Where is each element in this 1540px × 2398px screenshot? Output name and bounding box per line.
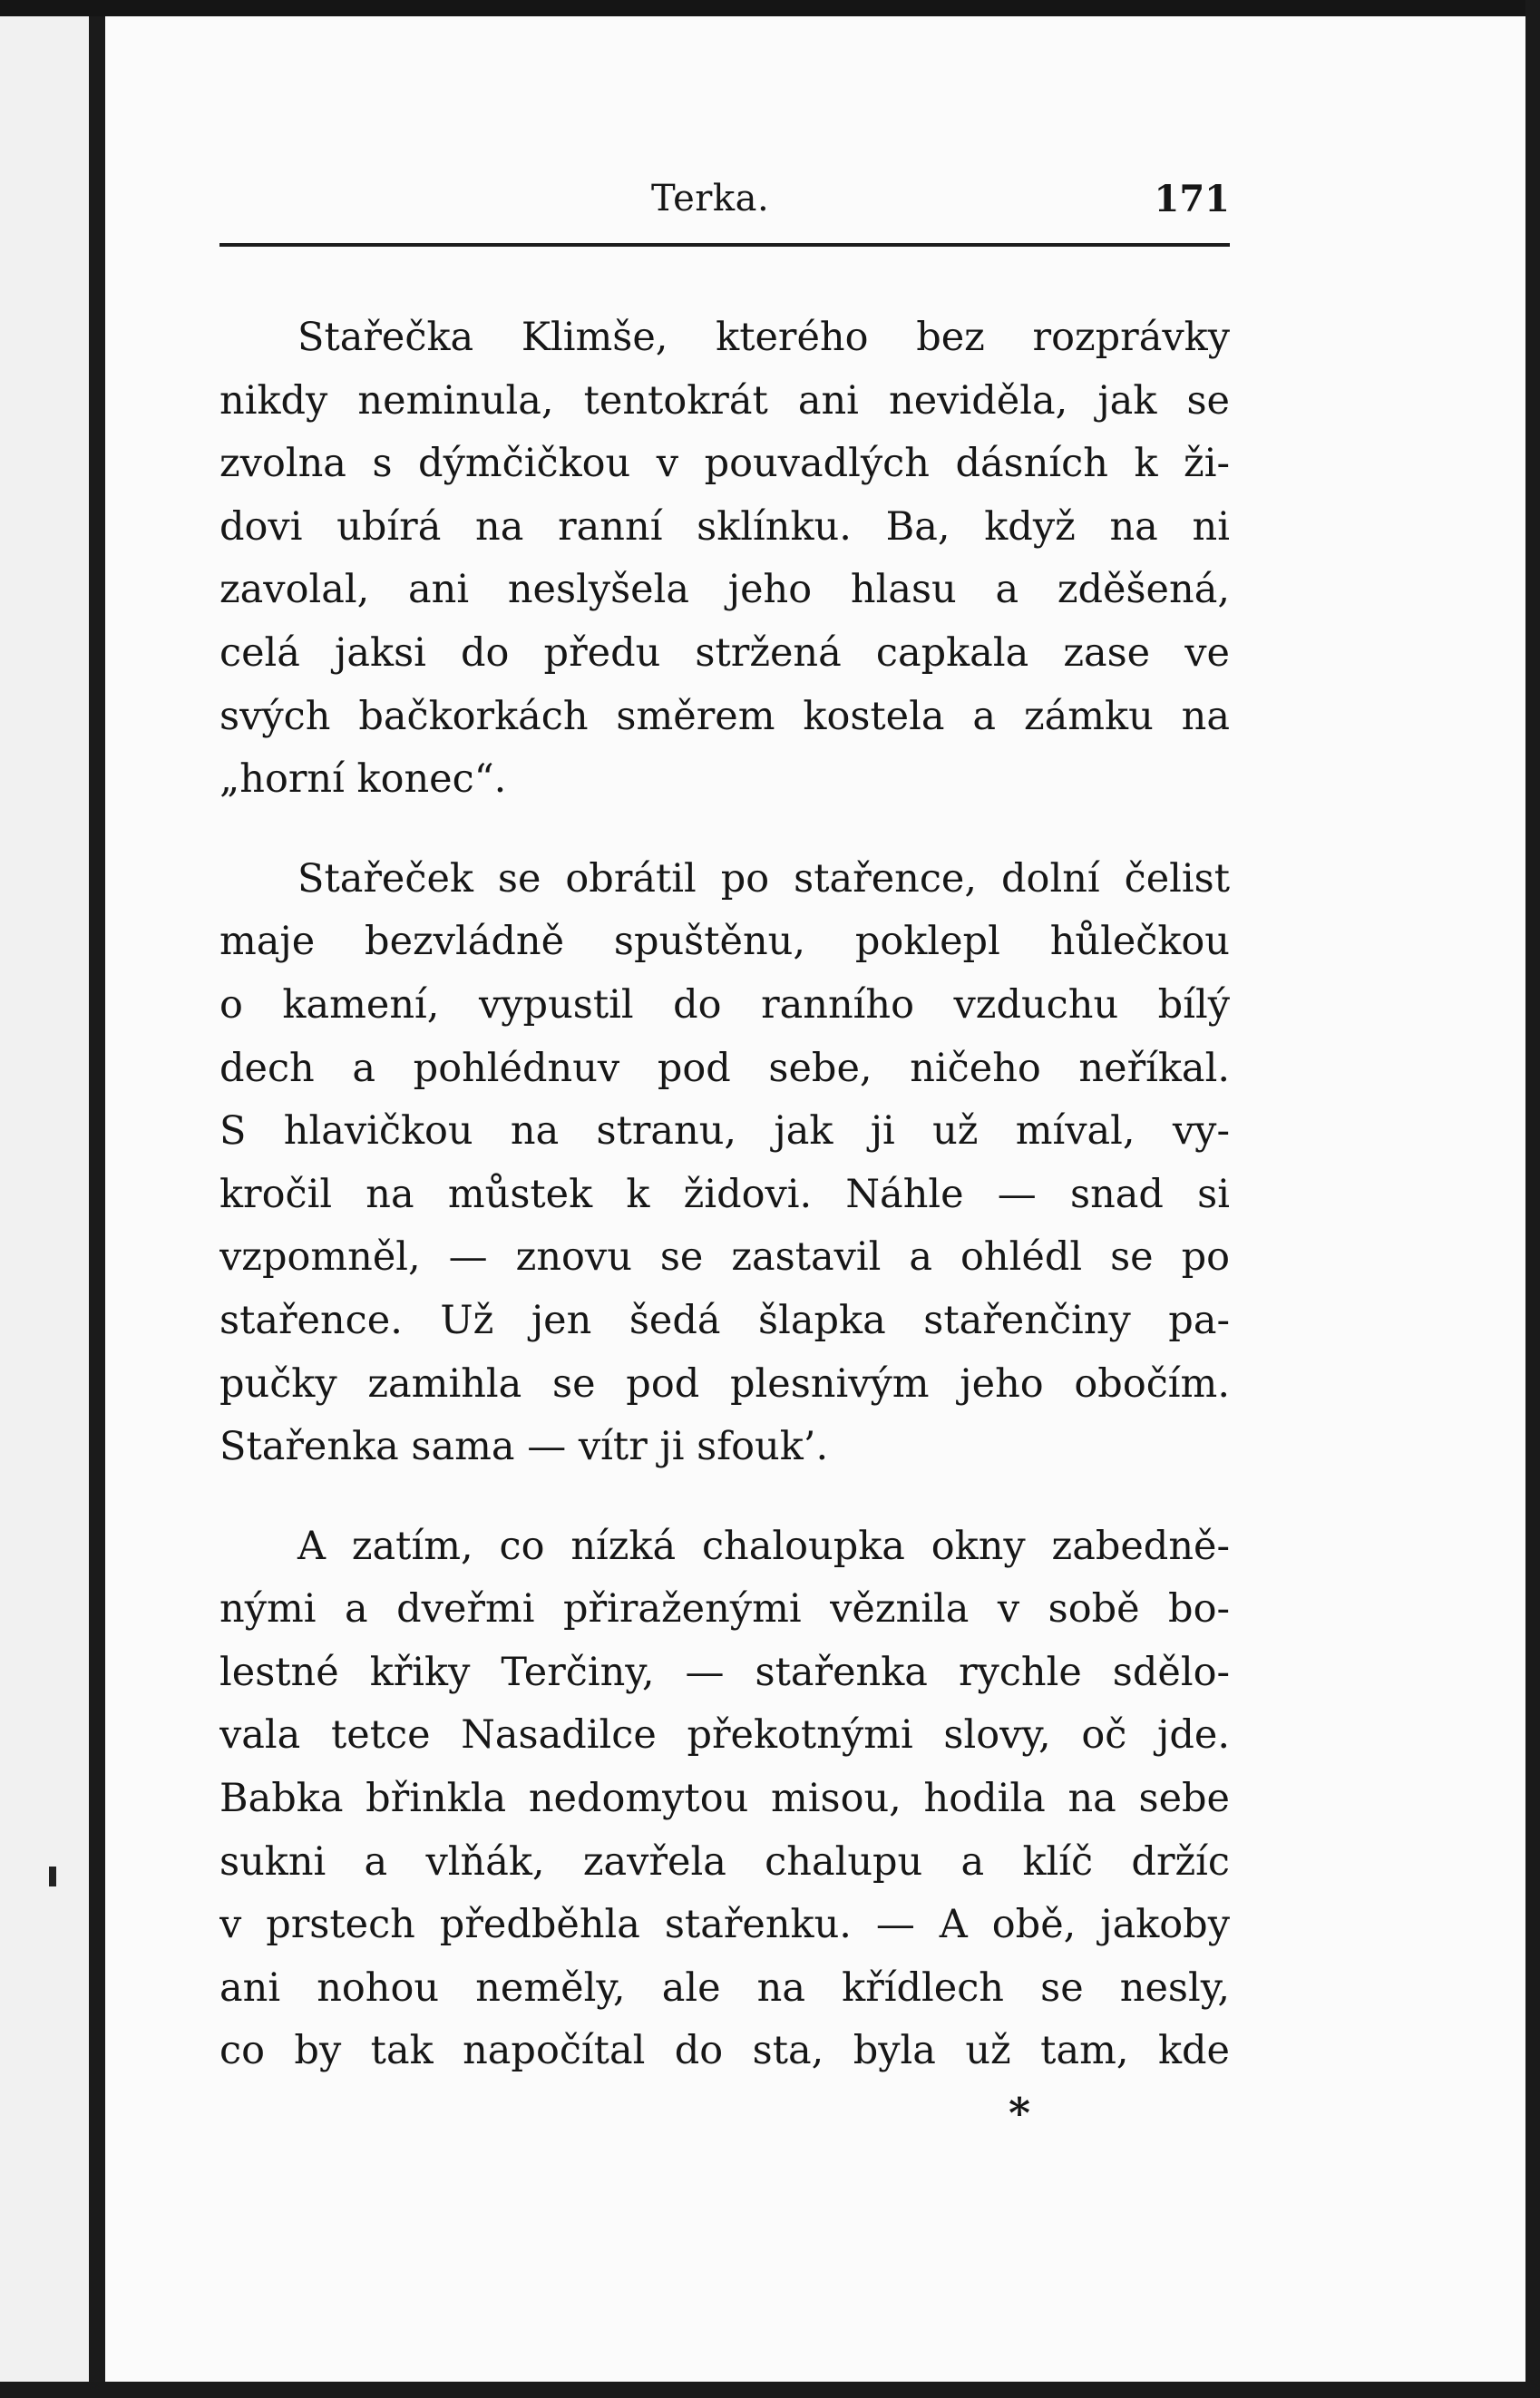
running-head-title: Terka. — [651, 178, 770, 219]
text-line: Stařenka sama — vítr ji sfouk’. — [219, 1424, 829, 1470]
text-line: sukni a vlňák, zavřela chalupu a klíč držíc — [219, 1838, 1230, 1885]
text-line: dech a pohlédnuv pod sebe, ničeho neříkal. — [219, 1045, 1230, 1091]
text-line: celá jaksi do předu stržená capkala zase ve — [219, 629, 1230, 676]
text-line: S hlavičkou na stranu, jak ji už míval, vy- — [219, 1108, 1230, 1155]
text-line: vzpomněl, — znovu se zastavil a ohlédl se po — [219, 1234, 1230, 1281]
text-line: kročil na můstek k židovi. Náhle — snad si — [219, 1171, 1230, 1217]
text-line: lestné křiky Terčiny, — stařenka rychle sdělo- — [219, 1649, 1230, 1695]
scan-edge-bottom — [0, 2382, 1540, 2398]
text-line: maje bezvládně spuštěnu, poklepl hůlečkou — [219, 919, 1230, 965]
text-line: ani nohou neměly, ale na křídlech se nesly, — [219, 1964, 1230, 2011]
text-line: A zatím, co nízká chaloupka okny zabedně- — [297, 1523, 1230, 1569]
text-line: nikdy neminula, tentokrát ani neviděla, jak se — [219, 377, 1230, 424]
text-line: pučky zamihla se pod plesnivým jeho obočím. — [219, 1360, 1230, 1407]
text-line: co by tak napočítal do sta, byla už tam, kde — [219, 2028, 1230, 2074]
text-line: dovi ubírá na ranní sklínku. Ba, když na ni — [219, 503, 1230, 550]
text-line: svých bačkorkách směrem kostela a zámku na — [219, 693, 1230, 739]
text-line: o kamení, vypustil do ranního vzduchu bílý — [219, 981, 1230, 1028]
binding-edge — [89, 16, 105, 2382]
paragraph-1 — [219, 307, 1230, 812]
scan-edge-top — [0, 0, 1540, 16]
paragraph-2 — [219, 848, 1230, 1479]
text-line: nými a dveřmi přiraženými věznila v sobě bo- — [219, 1586, 1230, 1633]
text-line: v prstech předběhla stařenku. — A obě, jakoby — [219, 1902, 1230, 1948]
catchword-asterisk: * — [1009, 2089, 1031, 2138]
text-line: zvolna s dýmčičkou v pouvadlých dásních k ži- — [219, 441, 1230, 487]
text-line: Stařečka Klimše, kterého bez rozprávky — [297, 315, 1230, 360]
binding-mark — [49, 1867, 56, 1886]
scan-edge-right — [1525, 0, 1540, 2398]
text-line: Babka břinkla nedomytou misou, hodila na sebe — [219, 1776, 1230, 1822]
page-number: 171 — [1154, 178, 1230, 220]
paragraph-3 — [219, 1516, 1230, 2083]
text-line: zavolal, ani neslyšela jeho hlasu a zděšená, — [219, 567, 1230, 613]
text-line: Stařeček se obrátil po stařence, dolní čelist — [297, 855, 1230, 902]
text-line: „horní konec“. — [219, 756, 507, 803]
text-line: stařence. Už jen šedá šlapka stařenčiny pa- — [219, 1297, 1230, 1343]
text-line: vala tetce Nasadilce překotnými slovy, oč jde. — [219, 1712, 1230, 1759]
body-text — [219, 307, 1230, 2083]
running-head — [219, 178, 1230, 232]
header-rule — [219, 243, 1230, 247]
